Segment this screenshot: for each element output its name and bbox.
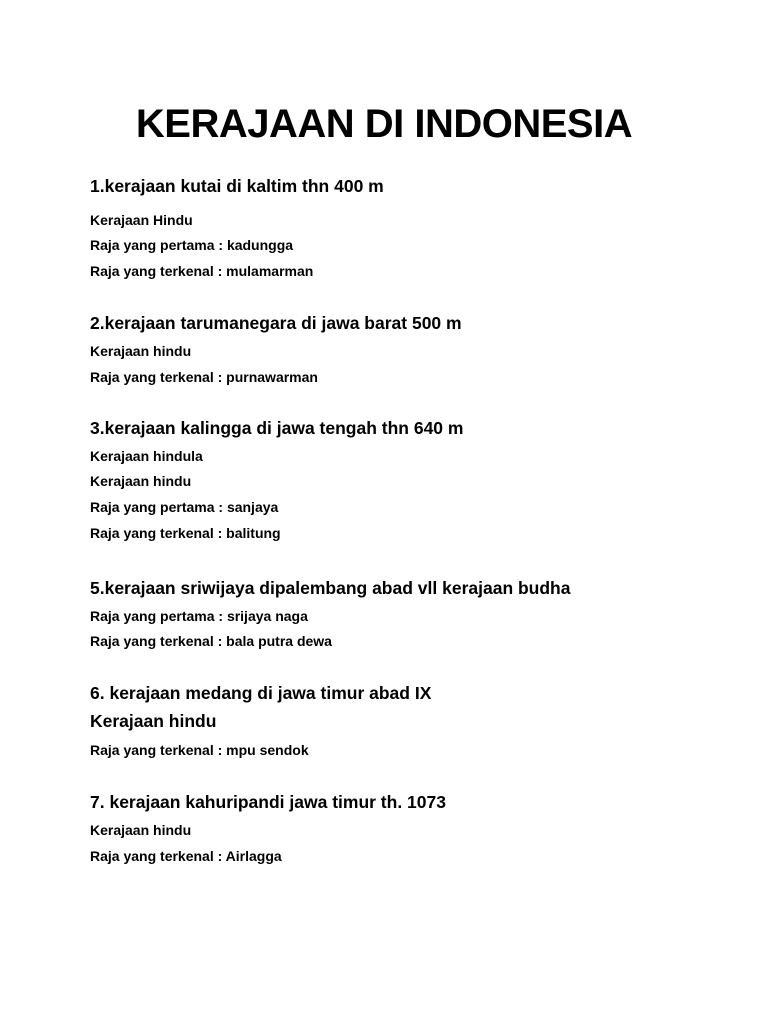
section-heading-5: 5.kerajaan sriwijaya dipalembang abad vll kerajaan budha: [90, 578, 571, 598]
section-3-line-4: Raja yang terkenal : balitung: [90, 525, 281, 541]
section-heading-7: 7. kerajaan kahuripandi jawa timur th. 1073: [90, 792, 446, 812]
section-heading-1: 1.kerajaan kutai di kaltim thn 400 m: [90, 176, 384, 196]
section-1-line-2: Raja yang pertama : kadungga: [90, 237, 294, 253]
section-1-line-1: Kerajaan Hindu: [90, 212, 193, 228]
section-3-line-2: Kerajaan hindu: [90, 473, 192, 489]
section-5-line-2: Raja yang terkenal : bala putra dewa: [90, 633, 332, 649]
section-heading-3: 3.kerajaan kalingga di jawa tengah thn 640 m: [90, 418, 464, 438]
section-7-line-2: Raja yang terkenal : Airlagga: [90, 848, 282, 864]
section-heading-2: 2.kerajaan tarumanegara di jawa barat 500 m: [90, 313, 462, 333]
document-title: KERAJAAN DI INDONESIA: [135, 102, 633, 146]
section-2-line-2: Raja yang terkenal : purnawarman: [90, 369, 318, 385]
section-6-line-1: Kerajaan hindu: [90, 711, 217, 731]
section-1-line-3: Raja yang terkenal : mulamarman: [90, 263, 314, 279]
section-3-line-1: Kerajaan hindula: [90, 448, 203, 464]
section-6-line-2: Raja yang terkenal : mpu sendok: [90, 742, 309, 758]
section-2-line-1: Kerajaan hindu: [90, 343, 192, 359]
section-3-line-3: Raja yang pertama : sanjaya: [90, 499, 279, 515]
section-heading-6: 6. kerajaan medang di jawa timur abad IX: [90, 683, 432, 703]
section-5-line-1: Raja yang pertama : srijaya naga: [90, 608, 308, 624]
section-7-line-1: Kerajaan hindu: [90, 822, 192, 838]
